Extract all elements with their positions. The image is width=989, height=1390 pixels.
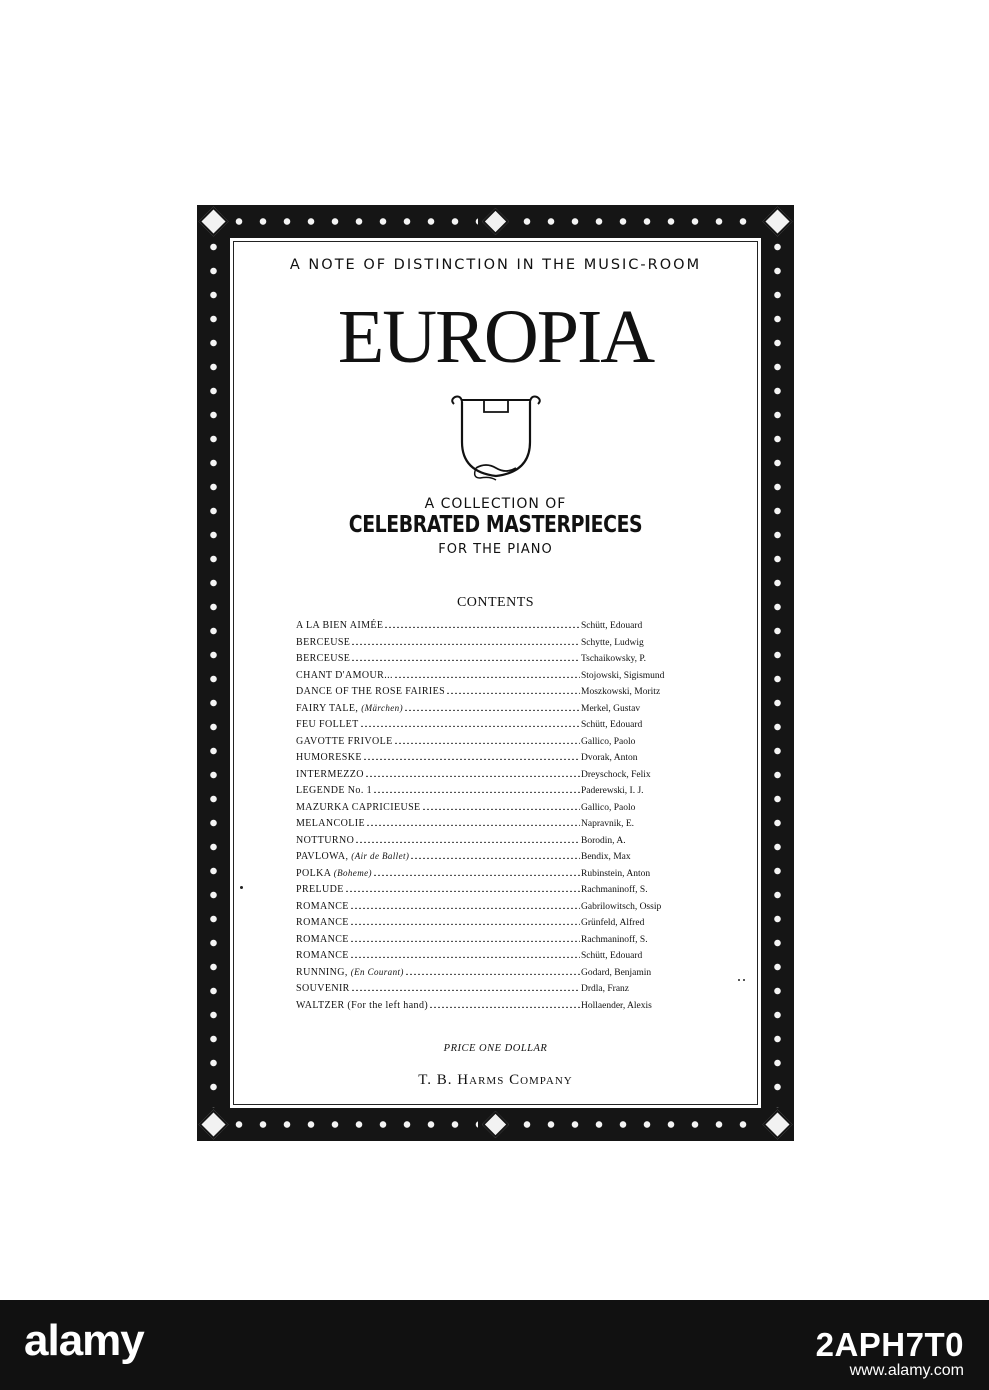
contents-row xyxy=(296,768,696,785)
contents-row-title xyxy=(296,653,350,664)
contents-row-title xyxy=(296,934,349,945)
contents-piece-title: PAVLOWA, xyxy=(296,851,349,862)
watermark-footer-bar xyxy=(0,1300,989,1390)
contents-piece-title: SOUVENIR xyxy=(296,983,350,994)
contents-piece-title: WALTZER (For the left hand) xyxy=(296,999,429,1011)
subtitle-line-3: FOR THE PIANO xyxy=(438,542,553,557)
image-id: 2APH7T0 xyxy=(815,1326,964,1363)
dot-leader xyxy=(350,916,580,925)
contents-row xyxy=(296,817,696,834)
corner-ornament-top-right xyxy=(761,205,794,238)
contents-composer: Bendix, Max xyxy=(581,852,631,862)
dot-leader xyxy=(360,718,580,727)
contents-row-title xyxy=(296,785,372,796)
contents-row xyxy=(296,619,696,636)
contents-piece-title: BERCEUSE xyxy=(296,636,351,648)
contents-composer: Merkel, Gustav xyxy=(581,703,641,714)
dot-leader xyxy=(429,999,580,1008)
dot-leader xyxy=(446,685,580,694)
contents-piece-title: RUNNING, xyxy=(296,966,348,978)
contents-composer: Rubinstein, Anton xyxy=(581,868,651,879)
corner-ornament-bottom-right xyxy=(761,1108,794,1141)
ornamental-frame xyxy=(197,205,794,1141)
scan-speck xyxy=(743,979,745,981)
contents-composer: Dreyschock, Felix xyxy=(581,769,651,780)
contents-row-title xyxy=(296,818,365,829)
dot-leader xyxy=(365,768,580,777)
dot-leader xyxy=(366,817,580,826)
site-url: www.alamy.com xyxy=(849,1362,964,1379)
contents-composer: Paderewski, I. J. xyxy=(581,786,644,796)
scan-speck xyxy=(738,979,740,981)
contents-piece-title: LEGENDE No. 1 xyxy=(296,785,373,796)
contents-piece-title: FEU FOLLET xyxy=(296,719,359,730)
medallion-ornament-top xyxy=(478,205,513,238)
contents-row xyxy=(296,900,696,917)
contents-piece-subtitle: (Air de Ballet) xyxy=(351,851,410,861)
contents-row-title xyxy=(296,637,350,648)
dot-leader xyxy=(410,850,580,859)
contents-piece-subtitle: (Märchen) xyxy=(361,702,403,713)
contents-piece-title: GAVOTTE FRIVOLE xyxy=(296,735,393,747)
contents-piece-title: A LA BIEN AIMÉE xyxy=(296,620,384,631)
contents-row xyxy=(296,883,696,900)
frame-border-left xyxy=(197,205,230,1141)
contents-row-title xyxy=(296,686,445,697)
dot-leader xyxy=(345,883,580,892)
contents-composer: Grünfeld, Alfred xyxy=(581,918,645,928)
dot-leader xyxy=(350,900,580,909)
contents-composer: Dvorak, Anton xyxy=(581,753,638,763)
contents-row xyxy=(296,718,696,735)
contents-piece-title: FAIRY TALE, xyxy=(296,702,359,714)
medallion-ornament-bottom xyxy=(478,1108,513,1141)
dot-leader xyxy=(384,619,580,628)
contents-row xyxy=(296,850,696,867)
contents-composer: Gallico, Paolo xyxy=(581,736,636,747)
contents-row xyxy=(296,636,696,653)
contents-piece-title: MAZURKA CAPRICIEUSE xyxy=(296,801,421,813)
cover-content xyxy=(234,242,757,1104)
brand-logo: alamy xyxy=(24,1316,144,1365)
contents-row-title xyxy=(296,901,349,912)
contents-row xyxy=(296,784,696,801)
contents-row xyxy=(296,751,696,768)
contents-row-title xyxy=(296,719,359,730)
contents-row xyxy=(296,834,696,851)
contents-list xyxy=(296,619,696,1015)
contents-composer: Rachmaninoff, S. xyxy=(581,934,648,945)
dot-leader xyxy=(404,702,580,711)
contents-piece-title: NOTTURNO xyxy=(296,834,355,846)
contents-piece-title: POLKA xyxy=(296,867,331,879)
contents-row-title xyxy=(296,967,404,978)
contents-row-title xyxy=(296,703,403,714)
dot-leader xyxy=(351,636,580,645)
dot-leader xyxy=(363,751,580,760)
contents-row xyxy=(296,669,696,686)
contents-piece-title: HUMORESKE xyxy=(296,752,362,763)
contents-heading: CONTENTS xyxy=(456,595,535,610)
contents-row-title xyxy=(296,670,393,681)
contents-piece-title: ROMANCE xyxy=(296,900,349,912)
contents-row xyxy=(296,933,696,950)
contents-composer: Schytte, Ludwig xyxy=(581,637,644,648)
contents-piece-title: MELANCOLIE xyxy=(296,818,365,829)
contents-piece-title: ROMANCE xyxy=(296,917,349,928)
contents-composer: Schütt, Edouard xyxy=(581,621,643,631)
contents-row-title xyxy=(296,769,364,780)
contents-composer: Schütt, Edouard xyxy=(581,951,643,961)
frame-border-right xyxy=(761,205,794,1141)
contents-row-title xyxy=(296,835,354,846)
contents-row-title xyxy=(296,868,372,879)
contents-composer: Napravnik, E. xyxy=(581,819,635,829)
corner-ornament-bottom-left xyxy=(197,1108,230,1141)
contents-composer: Moszkowski, Moritz xyxy=(581,687,661,697)
contents-row xyxy=(296,801,696,818)
contents-composer: Gabrilowitsch, Ossip xyxy=(581,901,662,912)
contents-composer: Gallico, Paolo xyxy=(581,802,636,813)
corner-ornament-top-left xyxy=(197,205,230,238)
dot-leader xyxy=(373,784,580,793)
contents-piece-title: ROMANCE xyxy=(296,933,349,945)
contents-row xyxy=(296,867,696,884)
contents-piece-subtitle: (Boheme) xyxy=(333,867,372,878)
contents-composer: Godard, Benjamin xyxy=(581,967,652,978)
contents-row xyxy=(296,702,696,719)
dot-leader xyxy=(405,966,580,975)
subtitle-line-1: A COLLECTION OF xyxy=(424,496,567,512)
contents-composer: Hollaender, Alexis xyxy=(581,1000,652,1011)
lyre-scroll-emblem-icon xyxy=(446,392,546,492)
contents-row xyxy=(296,916,696,933)
contents-piece-title: ROMANCE xyxy=(296,950,349,961)
dot-leader xyxy=(351,652,580,661)
subtitle-line-2: CELEBRATED MASTERPIECES xyxy=(348,512,643,538)
contents-row xyxy=(296,982,696,999)
dot-leader xyxy=(350,933,580,942)
contents-row xyxy=(296,685,696,702)
contents-row-title xyxy=(296,884,344,895)
contents-piece-title: PRELUDE xyxy=(296,884,344,895)
contents-row xyxy=(296,999,696,1016)
contents-piece-title: CHANT D'AMOUR... xyxy=(296,669,393,681)
contents-piece-title: INTERMEZZO xyxy=(296,768,364,780)
contents-row xyxy=(296,652,696,669)
contents-composer: Stojowski, Sigismund xyxy=(581,670,665,681)
page-title: EUROPIA xyxy=(337,295,654,379)
contents-piece-title: BERCEUSE xyxy=(296,653,351,664)
contents-composer: Drdla, Franz xyxy=(581,984,630,994)
contents-composer: Tschaikowsky, P. xyxy=(581,654,646,664)
contents-row-title xyxy=(296,950,349,961)
contents-composer: Schütt, Edouard xyxy=(581,720,643,730)
tagline: A NOTE OF DISTINCTION IN THE MUSIC-ROOM xyxy=(289,257,702,273)
contents-row-title xyxy=(296,983,350,994)
contents-composer: Borodin, A. xyxy=(581,835,626,846)
contents-row-title xyxy=(296,802,421,813)
dot-leader xyxy=(355,834,580,843)
price-label: PRICE ONE DOLLAR xyxy=(443,1043,548,1054)
contents-row-title xyxy=(296,752,362,763)
scan-speck xyxy=(240,886,243,889)
contents-piece-subtitle: (En Courant) xyxy=(350,966,404,977)
contents-row-title xyxy=(296,736,393,747)
dot-leader xyxy=(350,949,580,958)
contents-row-title xyxy=(296,1000,428,1011)
contents-piece-title: DANCE OF THE ROSE FAIRIES xyxy=(296,686,446,697)
dot-leader xyxy=(394,735,580,744)
dot-leader xyxy=(351,982,580,991)
contents-row-title xyxy=(296,620,383,631)
contents-row xyxy=(296,949,696,966)
dot-leader xyxy=(394,669,580,678)
contents-row-title xyxy=(296,851,409,862)
contents-row xyxy=(296,735,696,752)
contents-row-title xyxy=(296,917,349,928)
dot-leader xyxy=(422,801,580,810)
contents-row xyxy=(296,966,696,983)
dot-leader xyxy=(373,867,580,876)
contents-composer: Rachmaninoff, S. xyxy=(581,885,648,895)
publisher-name: T. B. Harms Company xyxy=(418,1072,573,1088)
